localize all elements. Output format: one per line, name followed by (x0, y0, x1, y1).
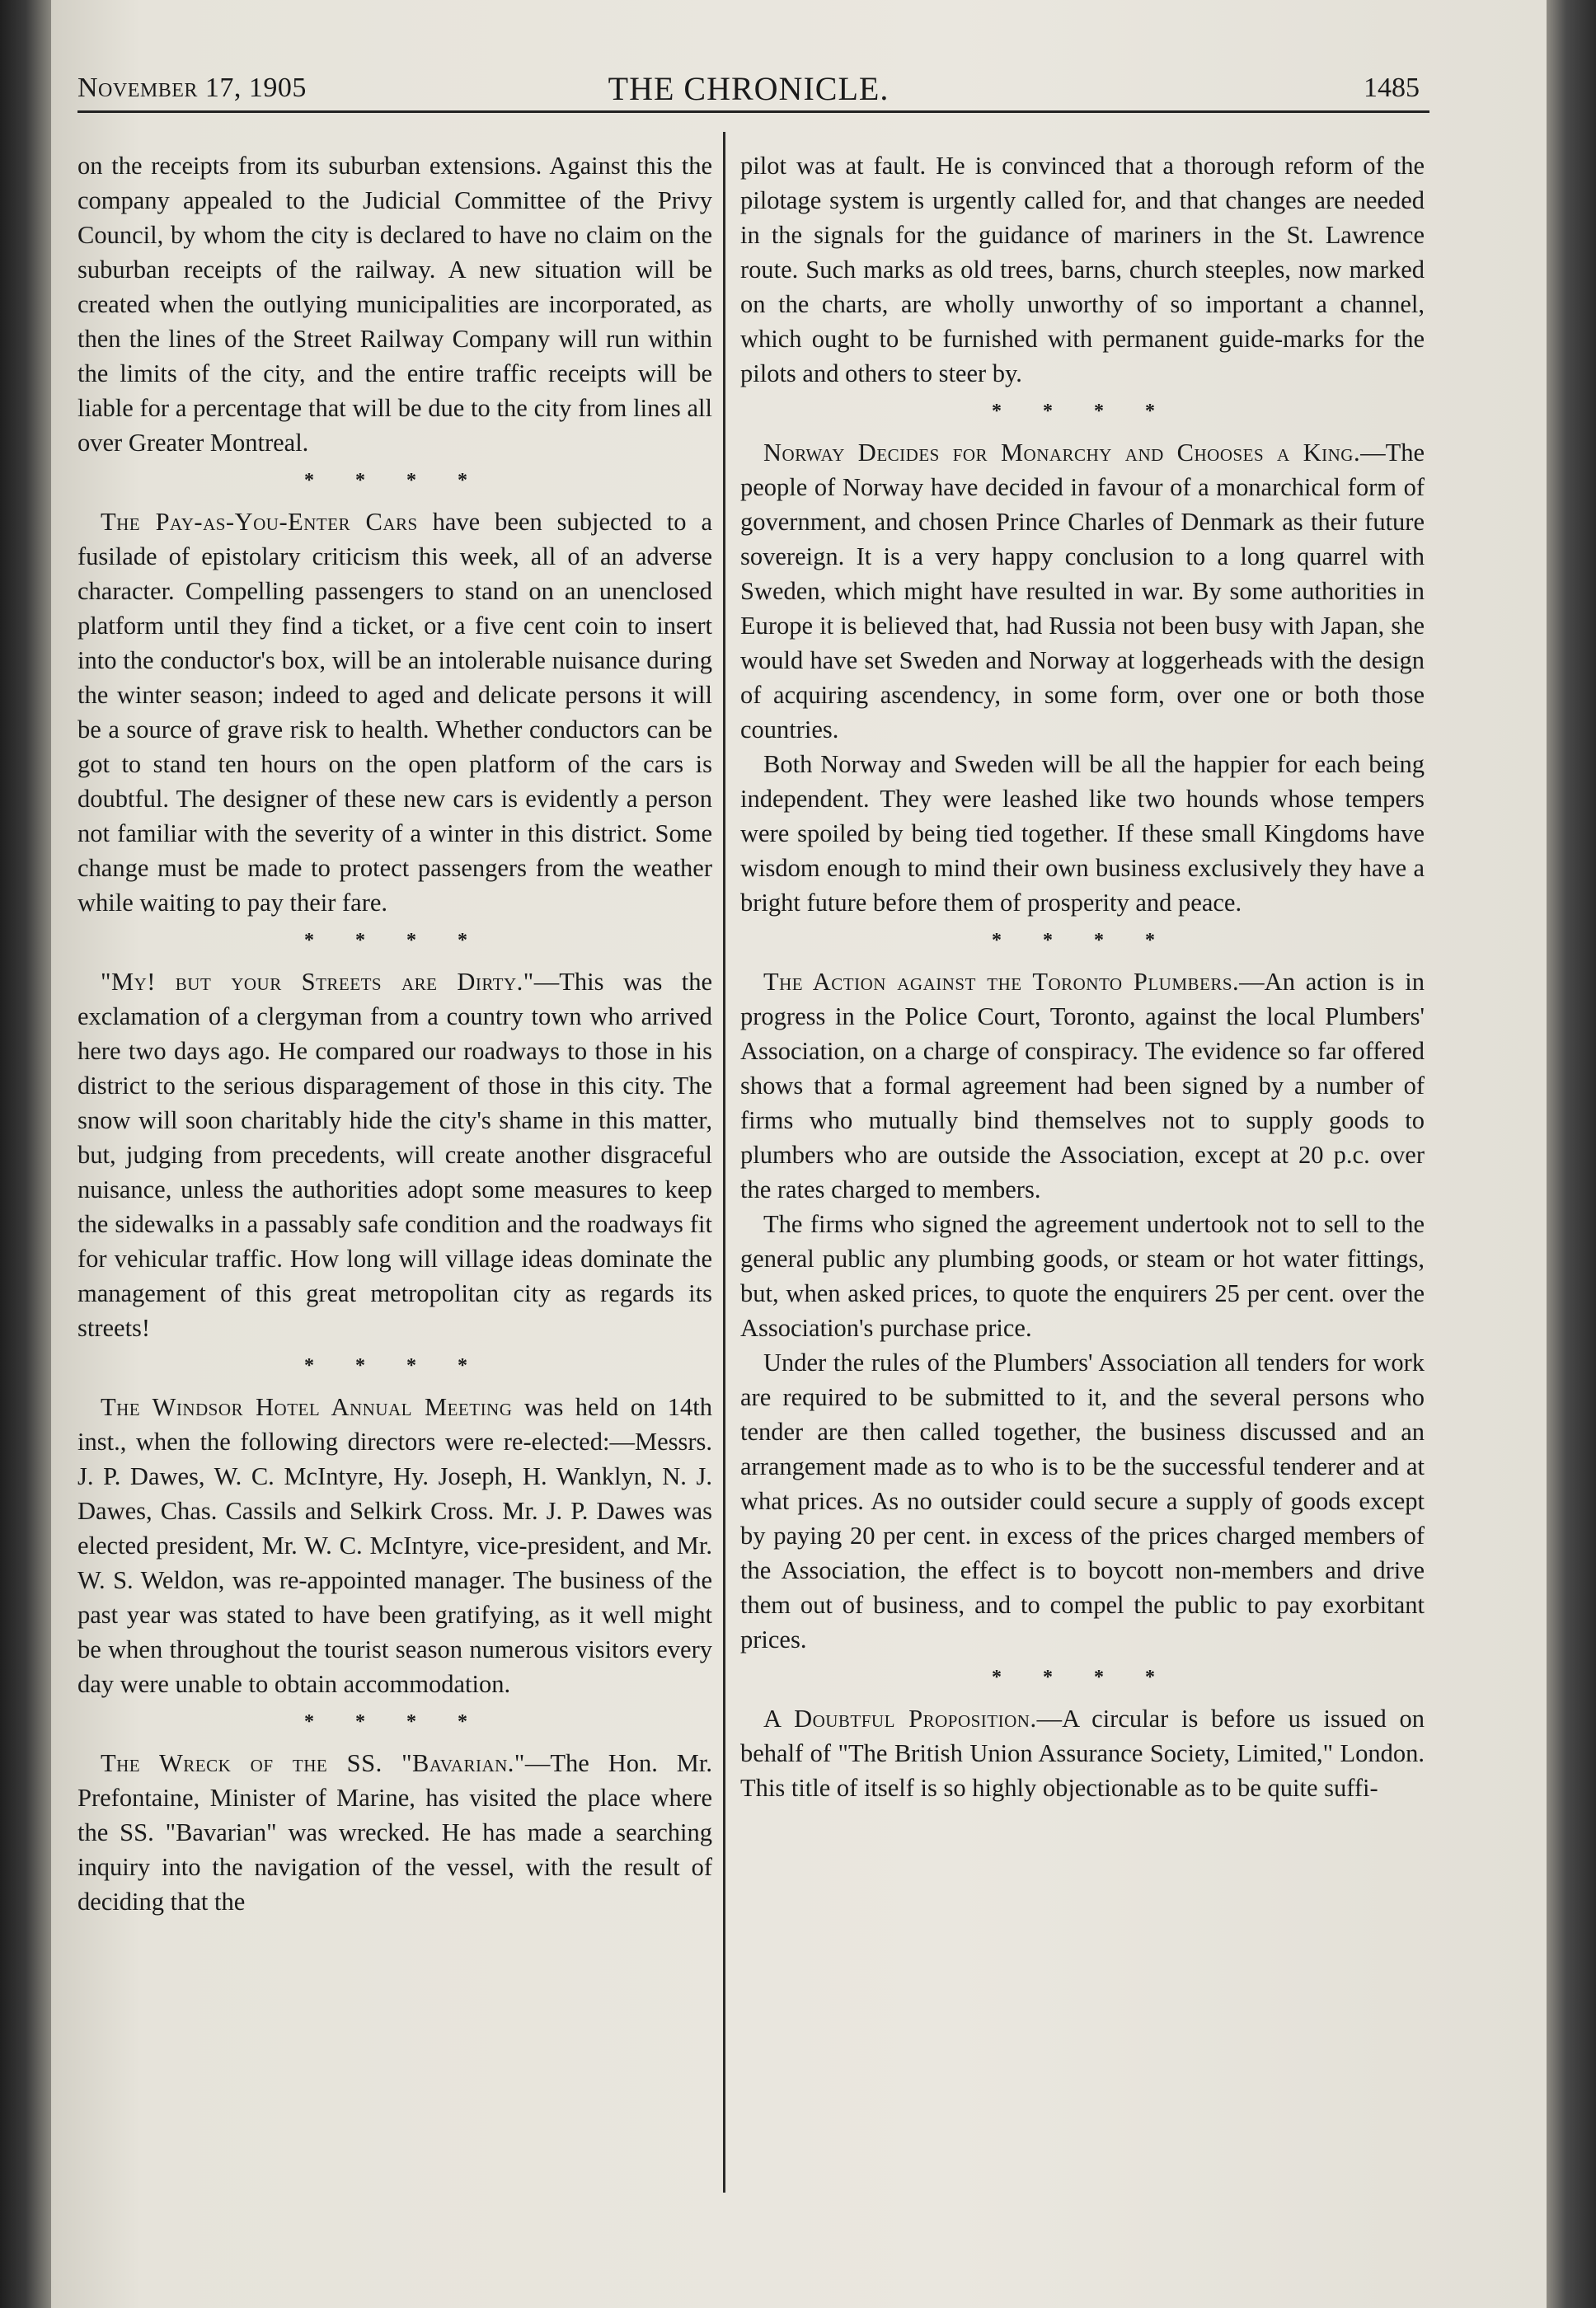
article-body: —This was the exclamation of a clergyman from a country town who arrived here two days ago. He compared our roadways to those in his district to the serious disparagement of those in this city. The snow will soon charitably hide the city's shame in this matter, but, judging from precedents, will create another disgraceful nuisance, unless the authorities adopt some measures to keep the sidewalks in a passably safe condition and the roadways fit for vehicular traffic. How long will village ideas dominate the management of this great metropolitan city as regards its streets! (77, 968, 712, 1342)
article-heading: Norway Decides for Monarchy and Chooses a King. (763, 439, 1361, 467)
article-heading: The Pay-as-You-Enter Cars (101, 508, 418, 536)
article-toronto-plumbers (740, 964, 1425, 1207)
article-heading: The Action against the Toronto Plumbers. (763, 968, 1240, 996)
article-doubtful-proposition (740, 1701, 1425, 1805)
column-rule (723, 132, 725, 2193)
article-heading: A Doubtful Proposition. (763, 1705, 1037, 1733)
article-norway-monarchy (740, 435, 1425, 747)
section-separator: * * * * (992, 930, 1173, 951)
article-body: was held on 14th inst., when the following directors were re-elected:—Messrs. J. P. Dawes, W. C. McIntyre, Hy. Joseph, H. Wanklyn, N. J. Dawes, Chas. Cassils and Selkirk Cross. Mr. J. P. Dawes was elected president, Mr. W. C. McIntyre, vice-president, and Mr. W. S. Weldon, was re-appointed manager. The business of the past year was stated to have been gratifying, as it well might be when throughout the tourist season numerous visitors every day were unable to obtain accommodation. (77, 1393, 712, 1698)
article-bavarian-wreck (77, 1746, 712, 1919)
paragraph-pilotage: pilot was at fault. He is convinced that a thorough reform of the pilotage system is urgently called for, and that changes are needed in the signals for the guidance of mariners in the St. Lawrence route. Such marks as old trees, barns, church steeples, now marked on the charts, are wholly unworthy of so important a channel, which ought to be furnished with permanent guide-marks for the pilots and others to steer by. (740, 152, 1425, 387)
section-separator: * * * * (992, 1667, 1173, 1688)
article-body: —A circular is before us issued on behalf of "The British Union Assurance Society, Limited," London. This title of itself is so highly objectionable as to be quite suffi- (740, 1705, 1425, 1802)
paragraph-plumbers-rules: Under the rules of the Plumbers' Association all tenders for work are required to be submitted to it, and the several persons who tender are then called together, the business discussed and an arrangement made as to who is to be the successful tenderer and at what prices. As no outsider could secure a supply of goods except by paying 20 per cent. in excess of the prices charged members of the Association, the effect is to boycott non-members and drive them out of business, and to compel the public to pay exorbitant prices. (740, 1349, 1425, 1654)
scan-binding-edge (0, 0, 51, 2308)
section-separator: * * * * (304, 930, 486, 951)
paragraph-plumbers-agreement: The firms who signed the agreement undertook not to sell to the general public any plumbing goods, or steam or hot water fittings, but, when asked prices, to quote the enquirers 25 per cent. over the Association's purchase price. (740, 1210, 1425, 1342)
scan-right-edge (1547, 0, 1596, 2308)
right-column (740, 148, 1425, 1805)
section-separator: * * * * (304, 1711, 486, 1733)
article-heading: "My! but your Streets are Dirty." (101, 968, 534, 996)
page-number: 1485 (1364, 73, 1420, 103)
article-heading: The Wreck of the SS. "Bavarian." (101, 1749, 525, 1777)
article-windsor-hotel (77, 1390, 712, 1701)
article-pay-as-you-enter (77, 504, 712, 920)
paragraph-norway-sweden: Both Norway and Sweden will be all the happier for each being independent. They were leashed like two hounds whose tempers were spoiled by being tied together. If these small Kingdoms have wisdom enough to mind their own business exclusively they have a bright future before them of prosperity and peace. (740, 750, 1425, 917)
section-separator: * * * * (304, 1355, 486, 1377)
paragraph-suburban-receipts: on the receipts from its suburban extensions. Against this the company appealed to the Judicial Committee of the Privy Council, by whom the city is declared to have no claim on the suburban receipts of the railway. A new situation will be created when the outlying municipalities are incorporated, as then the lines of the Street Railway Company will run within the limits of the city, and the entire traffic receipts will be liable for a percentage that will be due to the city from lines all over Greater Montreal. (77, 152, 712, 457)
left-column (77, 148, 712, 1919)
newspaper-page (51, 0, 1547, 2308)
publication-title: THE CHRONICLE. (608, 70, 890, 107)
article-body: —The Hon. Mr. Prefontaine, Minister of Marine, has visited the place where the SS. "Bavarian" was wrecked. He has made a searching inquiry into the navigation of the vessel, with the result of deciding that the (77, 1749, 712, 1916)
header-rule (77, 110, 1429, 113)
article-body: —The people of Norway have decided in favour of a monarchical form of government, and chosen Prince Charles of Denmark as their future sovereign. It is a very happy conclusion to a long quarrel with Sweden, which might have resulted in war. By some authorities in Europe it is believed that, had Russia not been busy with Japan, she would have set Sweden and Norway at loggerheads with the design of acquiring ascendency, in some form, over one or both those countries. (740, 439, 1425, 744)
article-heading: The Windsor Hotel Annual Meeting (101, 1393, 513, 1421)
article-body: have been subjected to a fusilade of epistolary criticism this week, all of an adverse character. Compelling passengers to stand on an unenclosed platform until they find a ticket, or a five cent coin to insert into the conductor's box, will be an intolerable nuisance during the winter season; indeed to aged and delicate persons it will be a source of grave risk to health. Whether conductors can be got to stand ten hours on the open platform of the cars is doubtful. The designer of these new cars is evidently a person not familiar with the severity of a winter in this district. Some change must be made to protect passengers from the weather while waiting to pay their fare. (77, 508, 712, 917)
issue-date: November 17, 1905 (77, 73, 307, 103)
section-separator: * * * * (304, 470, 486, 491)
section-separator: * * * * (992, 401, 1173, 422)
page-header (77, 66, 1420, 107)
article-body: —An action is in progress in the Police Court, Toronto, against the local Plumbers' Association, on a charge of conspiracy. The evidence so far offered shows that a formal agreement had been signed by a number of firms who mutually bind themselves not to supply goods to plumbers who are outside the Association, except at 20 p.c. over the rates charged to members. (740, 968, 1425, 1203)
article-dirty-streets (77, 964, 712, 1345)
